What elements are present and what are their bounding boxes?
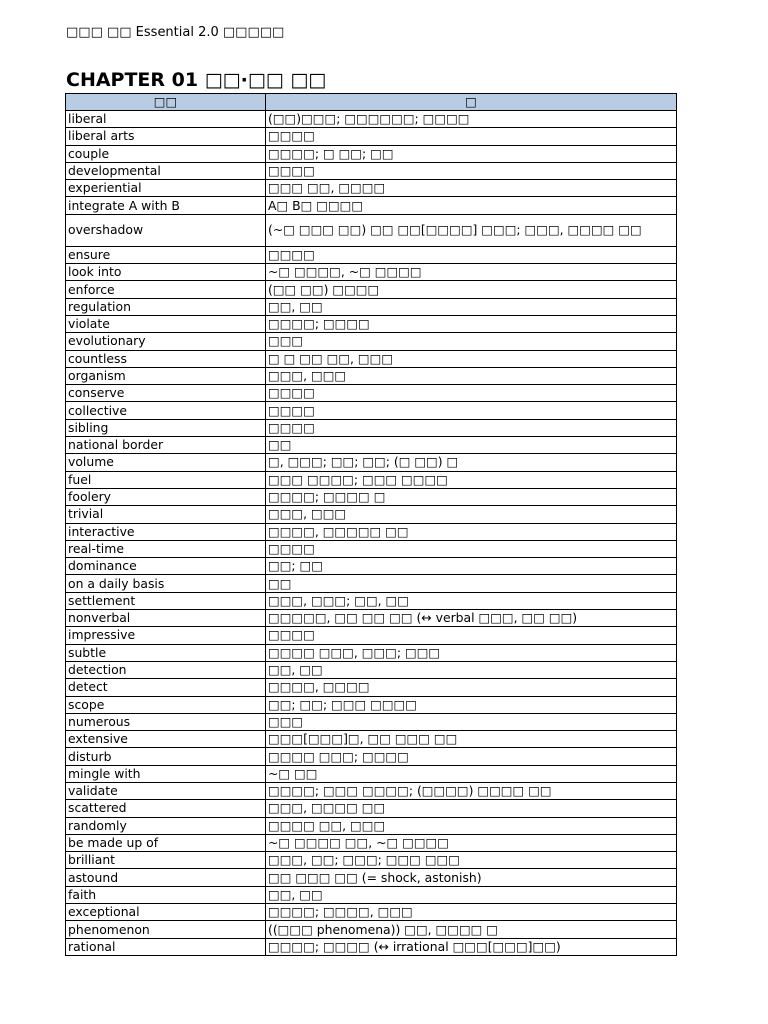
table-row <box>66 197 677 214</box>
table-row <box>66 333 677 350</box>
meaning-cell: □□□□; □□□□, □□□ <box>266 904 677 921</box>
table-row <box>66 886 677 903</box>
word-cell: validate <box>66 782 266 799</box>
meaning-cell: □ □ □□ □□, □□□ <box>266 350 677 367</box>
meaning-cell: □□; □□ <box>266 558 677 575</box>
meaning-cell: ~□ □□ <box>266 765 677 782</box>
word-cell: collective <box>66 402 266 419</box>
table-row <box>66 852 677 869</box>
table-row <box>66 834 677 851</box>
meaning-cell: □□□□ □□, □□□ <box>266 817 677 834</box>
meaning-cell: □□□□ <box>266 540 677 557</box>
word-cell: on a daily basis <box>66 575 266 592</box>
word-cell: violate <box>66 315 266 332</box>
word-cell: enforce <box>66 281 266 298</box>
table-row <box>66 246 677 263</box>
word-cell: phenomenon <box>66 921 266 938</box>
word-cell: developmental <box>66 162 266 179</box>
meaning-cell: □□□□, □□□□□ □□ <box>266 523 677 540</box>
table-row <box>66 540 677 557</box>
meaning-cell: □□□ <box>266 713 677 730</box>
word-cell: liberal arts <box>66 128 266 145</box>
word-cell: disturb <box>66 748 266 765</box>
meaning-cell: □□□□□, □□ □□ □□ (↔ verbal □□□, □□ □□) <box>266 610 677 627</box>
chapter-title: CHAPTER 01 □□·□□ □□ <box>66 69 327 91</box>
table-row <box>66 180 677 197</box>
meaning-cell: □□□□ <box>266 162 677 179</box>
table-row <box>66 661 677 678</box>
meaning-cell: □□□□ <box>266 627 677 644</box>
table-row <box>66 558 677 575</box>
word-cell: look into <box>66 264 266 281</box>
word-cell: ensure <box>66 246 266 263</box>
table-row <box>66 488 677 505</box>
meaning-cell: ~□ □□□□, ~□ □□□□ <box>266 264 677 281</box>
table-row <box>66 869 677 886</box>
word-cell: regulation <box>66 298 266 315</box>
meaning-cell: □□, □□ <box>266 661 677 678</box>
meaning-cell: (□□)□□□; □□□□□□; □□□□ <box>266 111 677 128</box>
table-row <box>66 385 677 402</box>
meaning-cell: □□□[□□□]□, □□ □□□ □□ <box>266 731 677 748</box>
meaning-cell: □□□□ <box>266 128 677 145</box>
table-row <box>66 782 677 799</box>
meaning-cell: □□ □□□ □□ (= shock, astonish) <box>266 869 677 886</box>
table-row <box>66 627 677 644</box>
table-row <box>66 128 677 145</box>
table-row <box>66 264 677 281</box>
table-row <box>66 644 677 661</box>
word-cell: scattered <box>66 800 266 817</box>
meaning-cell: □□□□ <box>266 246 677 263</box>
table-row <box>66 350 677 367</box>
table-row <box>66 679 677 696</box>
word-cell: mingle with <box>66 765 266 782</box>
word-cell: real-time <box>66 540 266 557</box>
table-row <box>66 162 677 179</box>
meaning-cell: □□□□; □□□□ <box>266 315 677 332</box>
meaning-cell: A□ B□ □□□□ <box>266 197 677 214</box>
table-row <box>66 298 677 315</box>
meaning-cell: □□□□ □□□, □□□; □□□ <box>266 644 677 661</box>
table-row <box>66 765 677 782</box>
word-cell: exceptional <box>66 904 266 921</box>
word-cell: organism <box>66 367 266 384</box>
word-cell: dominance <box>66 558 266 575</box>
word-cell: national border <box>66 437 266 454</box>
word-cell: be made up of <box>66 834 266 851</box>
word-cell: rational <box>66 938 266 955</box>
meaning-cell: □□, □□ <box>266 298 677 315</box>
table-row <box>66 506 677 523</box>
table-row <box>66 938 677 955</box>
word-cell: brilliant <box>66 852 266 869</box>
table-row <box>66 731 677 748</box>
meaning-cell: (□□ □□) □□□□ <box>266 281 677 298</box>
vocabulary-table <box>65 93 677 956</box>
table-row <box>66 921 677 938</box>
meaning-cell: □□□ <box>266 333 677 350</box>
word-cell: conserve <box>66 385 266 402</box>
meaning-cell: □□□, □□; □□□; □□□ □□□ <box>266 852 677 869</box>
word-cell: trivial <box>66 506 266 523</box>
table-header-row <box>66 94 677 111</box>
meaning-cell: □□□, □□□ <box>266 367 677 384</box>
word-cell: faith <box>66 886 266 903</box>
meaning-cell: □□□, □□□ <box>266 506 677 523</box>
table-row <box>66 315 677 332</box>
word-cell: extensive <box>66 731 266 748</box>
word-cell: astound <box>66 869 266 886</box>
word-column-header: □□ <box>66 94 266 111</box>
meaning-cell: □□□□ <box>266 385 677 402</box>
word-cell: nonverbal <box>66 610 266 627</box>
table-row <box>66 592 677 609</box>
word-cell: couple <box>66 145 266 162</box>
table-row <box>66 713 677 730</box>
meaning-cell: □□, □□ <box>266 886 677 903</box>
table-row <box>66 471 677 488</box>
word-cell: detection <box>66 661 266 678</box>
word-cell: evolutionary <box>66 333 266 350</box>
word-cell: randomly <box>66 817 266 834</box>
table-row <box>66 437 677 454</box>
word-cell: countless <box>66 350 266 367</box>
word-cell: fuel <box>66 471 266 488</box>
table-row <box>66 367 677 384</box>
meaning-cell: □□□, □□□□ □□ <box>266 800 677 817</box>
meaning-cell: □□ <box>266 437 677 454</box>
meaning-cell: □□□, □□□; □□, □□ <box>266 592 677 609</box>
table-row <box>66 402 677 419</box>
table-row <box>66 748 677 765</box>
table-row <box>66 696 677 713</box>
word-cell: interactive <box>66 523 266 540</box>
word-cell: liberal <box>66 111 266 128</box>
word-cell: overshadow <box>66 214 266 246</box>
word-cell: sibling <box>66 419 266 436</box>
meaning-cell: □□□□ <box>266 419 677 436</box>
table-row <box>66 800 677 817</box>
meaning-cell: □□□□ <box>266 402 677 419</box>
table-row <box>66 575 677 592</box>
meaning-cell: □□□□; □□□□ □ <box>266 488 677 505</box>
table-row <box>66 281 677 298</box>
meaning-cell: □□□ □□□□; □□□ □□□□ <box>266 471 677 488</box>
word-cell: foolery <box>66 488 266 505</box>
meaning-cell: □, □□□; □□; □□; (□ □□) □ <box>266 454 677 471</box>
table-row <box>66 610 677 627</box>
word-cell: settlement <box>66 592 266 609</box>
meaning-cell: □□□□; □□□ □□□□; (□□□□) □□□□ □□ <box>266 782 677 799</box>
word-cell: impressive <box>66 627 266 644</box>
meaning-cell: □□; □□; □□□ □□□□ <box>266 696 677 713</box>
meaning-cell: □□□□, □□□□ <box>266 679 677 696</box>
word-cell: scope <box>66 696 266 713</box>
table-body <box>66 111 677 956</box>
word-cell: volume <box>66 454 266 471</box>
meaning-cell: (~□ □□□ □□) □□ □□[□□□□] □□□; □□□, □□□□ □□ <box>266 214 677 246</box>
table-row <box>66 145 677 162</box>
word-cell: detect <box>66 679 266 696</box>
table-row <box>66 523 677 540</box>
table-row <box>66 419 677 436</box>
meaning-cell: □□□□ □□□; □□□□ <box>266 748 677 765</box>
table-row <box>66 904 677 921</box>
document-header: □□□ □□ Essential 2.0 □□□□□ <box>66 25 285 40</box>
word-cell: experiential <box>66 180 266 197</box>
meaning-cell: ~□ □□□□ □□, ~□ □□□□ <box>266 834 677 851</box>
table-row <box>66 214 677 246</box>
meaning-cell: ((□□□ phenomena)) □□, □□□□ □ <box>266 921 677 938</box>
meaning-column-header: □ <box>266 94 677 111</box>
meaning-cell: □□□□; □□□□ (↔ irrational □□□[□□□]□□) <box>266 938 677 955</box>
word-cell: integrate A with B <box>66 197 266 214</box>
word-cell: numerous <box>66 713 266 730</box>
meaning-cell: □□ <box>266 575 677 592</box>
word-cell: subtle <box>66 644 266 661</box>
table-row <box>66 817 677 834</box>
meaning-cell: □□□ □□, □□□□ <box>266 180 677 197</box>
table-row <box>66 454 677 471</box>
table-row <box>66 111 677 128</box>
meaning-cell: □□□□; □ □□; □□ <box>266 145 677 162</box>
